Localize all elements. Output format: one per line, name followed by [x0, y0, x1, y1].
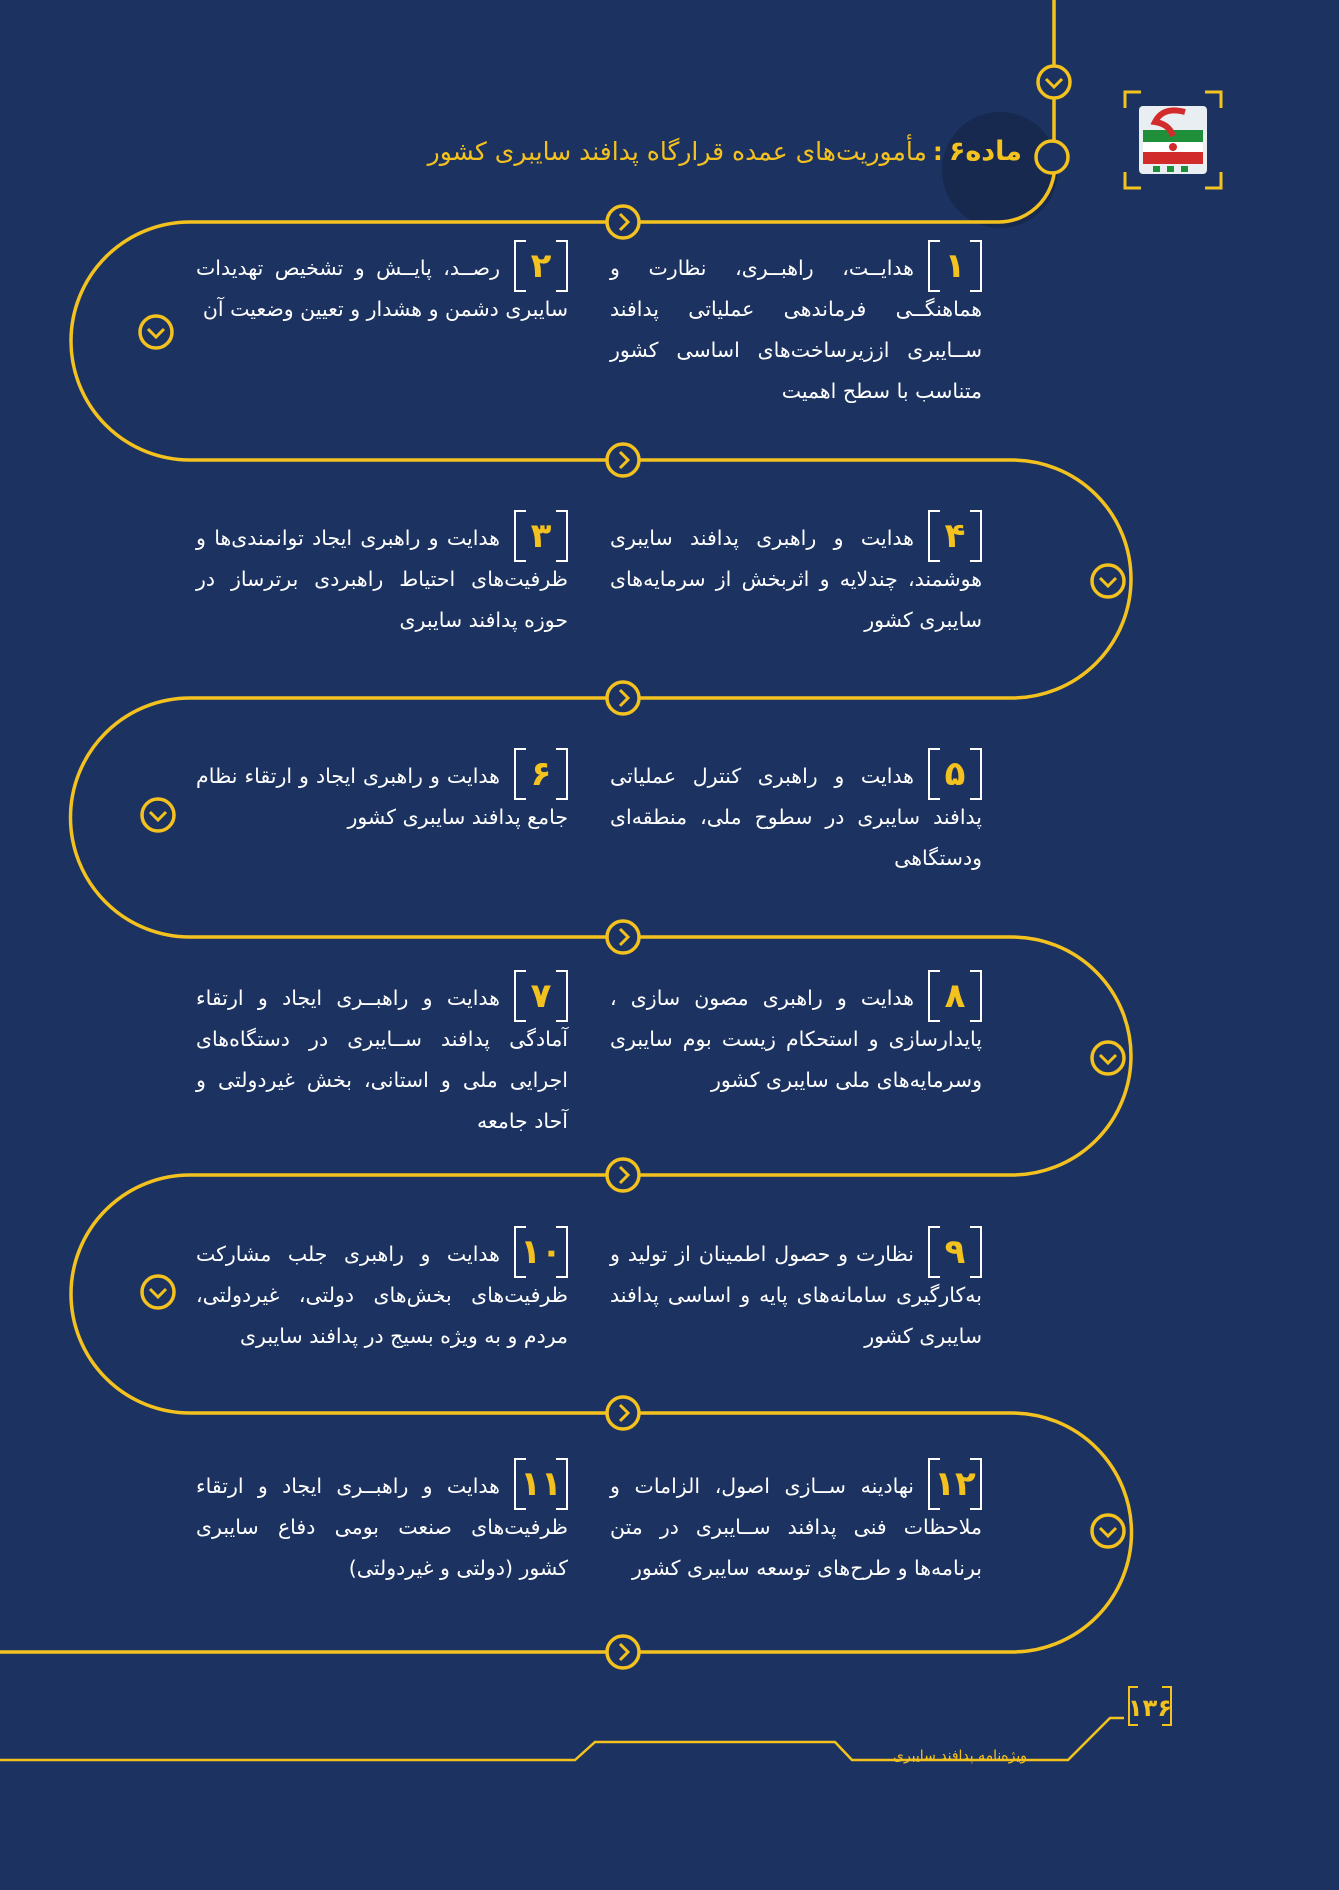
chevron-down-icon [142, 799, 174, 831]
mission-item-8 [610, 970, 982, 1110]
mission-number: ۹ [944, 1232, 966, 1272]
mission-text: هدایت و راهبری ایجاد توانمندی‌ها و ظرفیت‌های احتیاط راهبردی برترساز در حوزه پدافند سایبری [196, 526, 568, 632]
mission-item-1 [610, 240, 982, 420]
mission-item-6 [196, 748, 568, 848]
mission-number: ۵ [944, 754, 966, 794]
mission-number: ۷ [530, 976, 552, 1016]
mission-number: ۱ [944, 246, 966, 286]
mission-number: ۴ [944, 516, 966, 556]
chevron-down-icon [142, 1276, 174, 1308]
chevron-down-icon [1038, 66, 1070, 98]
mission-number: ۳ [530, 516, 552, 556]
chevron-right-icon [607, 682, 639, 714]
chevron-down-icon [140, 316, 172, 348]
mission-text: هدایت و راهبری جلب مشارکت ظرفیت‌های بخش‌های دولتی، غیردولتی، مردم و به ویژه بسیج در پدافند سایبری [196, 1242, 568, 1348]
publication-name: ویژه‌نامه پدافند سایبری [893, 1748, 1027, 1764]
mission-item-12 [610, 1458, 982, 1598]
mission-item-2 [196, 240, 568, 420]
mission-number: ۶ [530, 754, 552, 794]
organization-logo [1123, 90, 1223, 190]
chevron-right-icon [607, 1159, 639, 1191]
mission-text: هدایت و راهبری مصون سازی ، پایدارسازی و استحکام زیست بوم سایبری وسرمایه‌های ملی سایبری کشور [610, 986, 982, 1092]
chevron-right-icon [607, 444, 639, 476]
mission-text: هدایــت، راهبــری، نظارت و هماهنگــی فرماندهی عملیاتی پدافند ســایبری اززیرساخت‌های اساسی کشور متناسب با سطح اهمیت [610, 256, 982, 403]
mission-item-10 [196, 1226, 568, 1366]
title-number: ۶ [948, 136, 966, 167]
mission-text: هدایت و راهبــری ایجاد و ارتقاء ظرفیت‌های صنعت بومی دفاع سایبری کشور (دولتی و غیردولتی) [196, 1474, 568, 1580]
mission-item-11 [196, 1458, 568, 1598]
mission-item-7 [196, 970, 568, 1150]
mission-item-5 [610, 748, 982, 888]
mission-text: هدایت و راهبری کنترل عملیاتی پدافند سایبری در سطوح ملی، منطقه‌ای ودستگاهی [610, 764, 982, 870]
mission-text: نظارت و حصول اطمینان از تولید و به‌کارگیری سامانه‌های پایه و اساسی پدافند سایبری کشور [610, 1242, 982, 1348]
mission-text: هدایت و راهبــری ایجاد و ارتقاء آمادگی پدافند ســایبری در دستگاه‌های اجرایی ملی و استانی، بخش غیردولتی و آحاد جامعه [196, 986, 568, 1133]
chevron-right-icon [607, 1397, 639, 1429]
chevron-right-icon [607, 921, 639, 953]
chevron-right-icon [607, 1636, 639, 1668]
mission-item-9 [610, 1226, 982, 1366]
mission-text: نهادینه ســازی اصول، الزامات و ملاحظات فنی پدافند ســایبری در متن برنامه‌ها و طرح‌های توسعه سایبری کشور [610, 1474, 982, 1580]
chevron-right-icon [607, 206, 639, 238]
mission-text: هدایت و راهبری پدافند سایبری هوشمند، چندلایه و اثربخش از سرمایه‌های سایبری کشور [610, 526, 982, 632]
mission-text: رصــد، پایــش و تشخیص تهدیدات سایبری دشمن و هشدار و تعیین وضعیت آن [196, 256, 568, 321]
chevron-down-icon [1092, 1515, 1124, 1547]
page-number: ۱۳۶ [1128, 1694, 1172, 1722]
title-label: ماده [965, 136, 1022, 167]
title-text: مأموریت‌های عمده قرارگاه پدافند سایبری کشور [427, 137, 927, 166]
title-colon: : [932, 137, 943, 166]
mission-item-3 [196, 510, 568, 650]
mission-number: ۲ [530, 246, 552, 286]
mission-number: ۱۲ [934, 1464, 976, 1504]
page-title [428, 136, 1022, 167]
title-marker [1036, 141, 1068, 173]
mission-number: ۱۱ [520, 1464, 562, 1504]
mission-item-4 [610, 510, 982, 650]
chevron-down-icon [1092, 1042, 1124, 1074]
mission-text: هدایت و راهبری ایجاد و ارتقاء نظام جامع پدافند سایبری کشور [196, 764, 568, 829]
mission-number: ۸ [944, 976, 966, 1016]
mission-number: ۱۰ [520, 1232, 562, 1272]
chevron-down-icon [1092, 565, 1124, 597]
